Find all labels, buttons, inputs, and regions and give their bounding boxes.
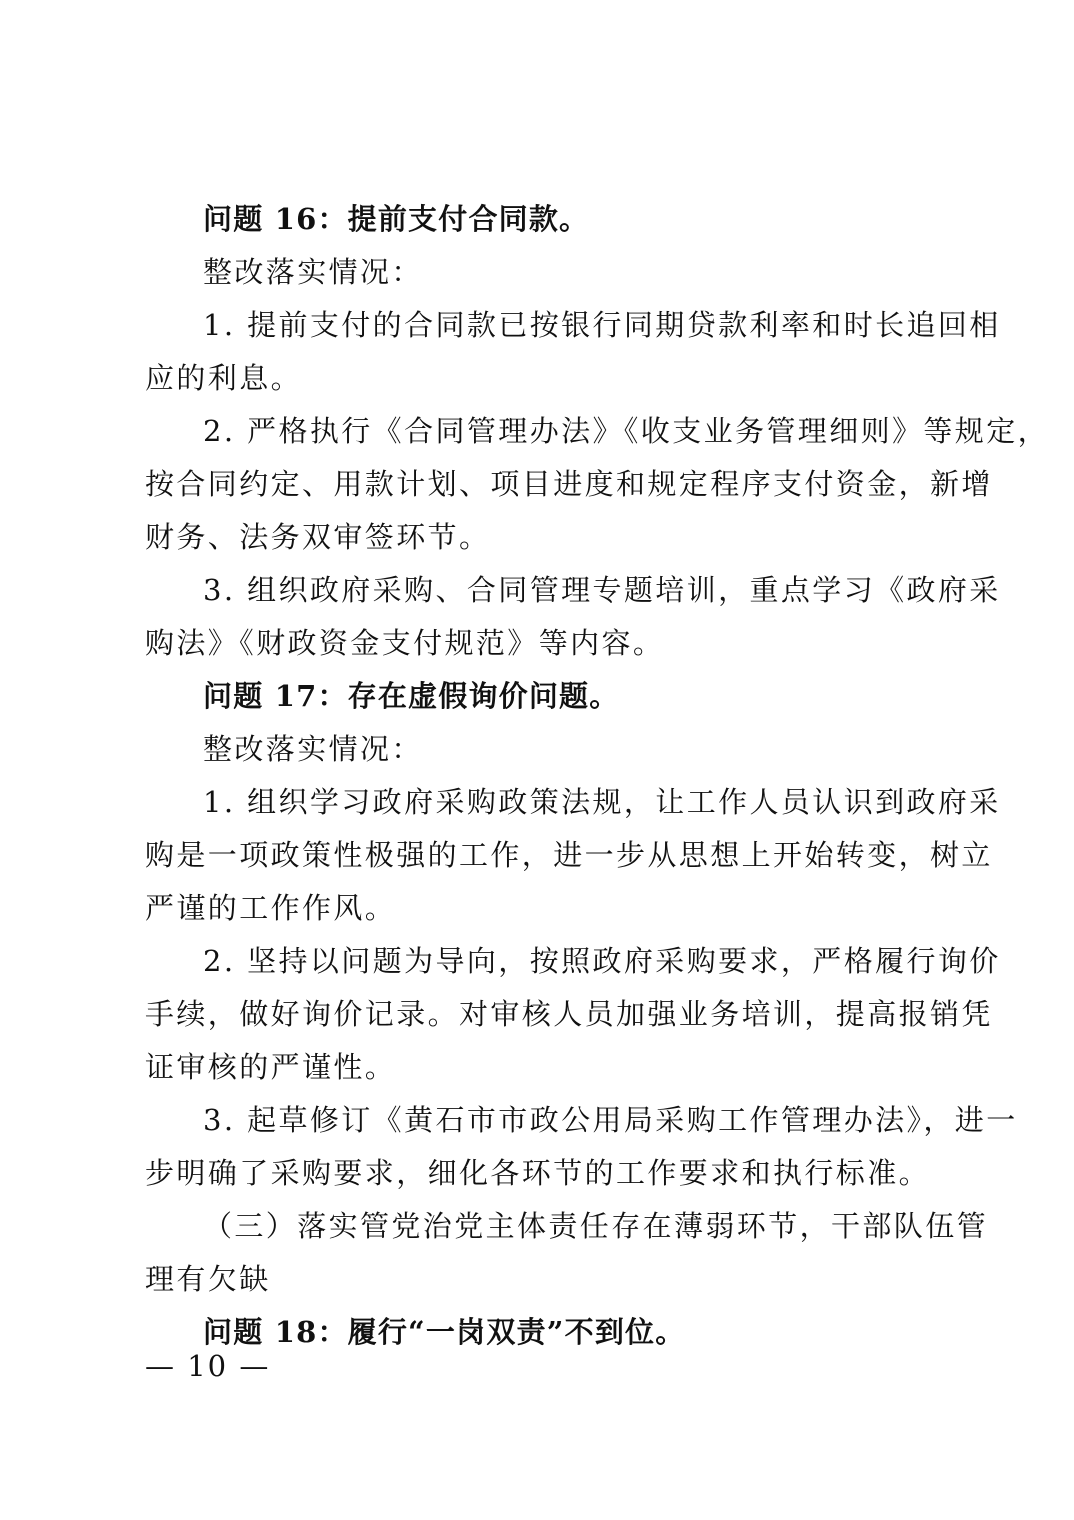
- paragraph-line: 2. 坚持以问题为导向，按照政府采购要求，严格履行询价: [203, 944, 1001, 978]
- paragraph-line: 整改落实情况：: [203, 732, 423, 766]
- heading-issue-18: 问题 18：履行“一岗双责”不到位。: [203, 1315, 686, 1349]
- heading-issue-16: 问题 16：提前支付合同款。: [203, 202, 590, 236]
- paragraph-line: 1. 组织学习政府采购政策法规，让工作人员认识到政府采: [203, 785, 1001, 819]
- paragraph-line: 手续，做好询价记录。对审核人员加强业务培训，提高报销凭: [145, 997, 993, 1031]
- paragraph-line: 证审核的严谨性。: [145, 1050, 397, 1084]
- paragraph-line: 3. 起草修订《黄石市市政公用局采购工作管理办法》，进一: [203, 1103, 1018, 1137]
- section-heading-line: 理有欠缺: [145, 1262, 271, 1296]
- paragraph-line: 按合同约定、用款计划、项目进度和规定程序支付资金，新增: [145, 467, 993, 501]
- paragraph-line: 1. 提前支付的合同款已按银行同期贷款利率和时长追回相: [203, 308, 1001, 342]
- page-number: — 10 —: [145, 1349, 271, 1383]
- paragraph-line: 步明确了采购要求，细化各环节的工作要求和执行标准。: [145, 1156, 931, 1190]
- paragraph-line: 严谨的工作作风。: [145, 891, 397, 925]
- paragraph-line: 购是一项政策性极强的工作，进一步从思想上开始转变，树立: [145, 838, 993, 872]
- section-heading-line: （三）落实管党治党主体责任存在薄弱环节，干部队伍管: [203, 1209, 989, 1243]
- paragraph-line: 财务、法务双审签环节。: [145, 520, 491, 554]
- paragraph-line: 3. 组织政府采购、合同管理专题培训，重点学习《政府采: [203, 573, 1001, 607]
- heading-issue-17: 问题 17：存在虚假询价问题。: [203, 679, 620, 713]
- paragraph-line: 2. 严格执行《合同管理办法》《收支业务管理细则》等规定，: [203, 414, 1049, 448]
- paragraph-line: 应的利息。: [145, 361, 303, 395]
- paragraph-line: 购法》《财政资金支付规范》等内容。: [145, 626, 665, 660]
- paragraph-line: 整改落实情况：: [203, 255, 423, 289]
